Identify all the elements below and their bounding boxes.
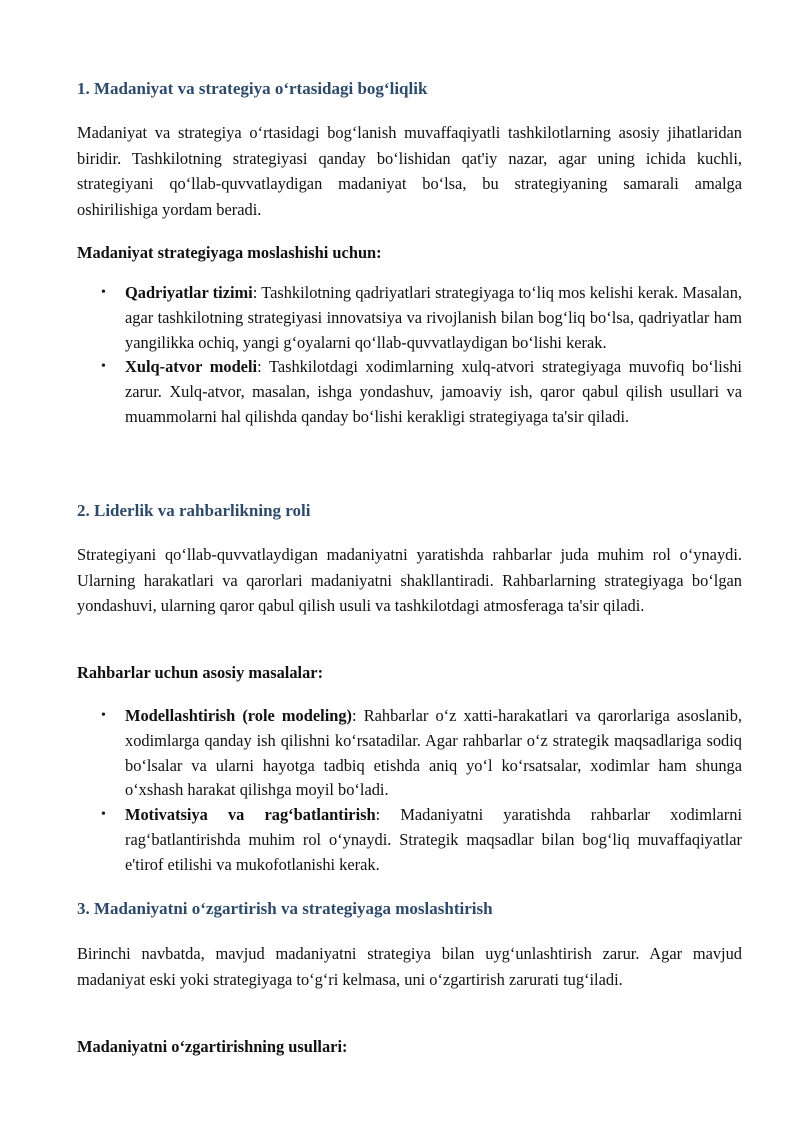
list-item <box>77 704 742 803</box>
bullet-icon: • <box>101 359 106 375</box>
section-3-subheading: Madaniyatni oʻzgartirishning usullari: <box>77 1037 348 1056</box>
section-1-paragraph: Madaniyat va strategiya oʻrtasidagi bogʻlanish muvaffaqiyatli tashkilotlarning asosiy jihatlaridan biridir. Tashkilotning strategiyasi qanday boʻlishidan qat'iy nazar, agar uning ichida kuchli, strategiyani qoʻllab-quvvatlaydigan madaniyat boʻlsa, bu strategiyaning samarali amalga oshirilishiga yordam beradi. <box>77 123 742 219</box>
section-2-heading: 2. Liderlik va rahbarlikning roli <box>77 501 311 520</box>
bullet-text: : Tashkilotning qadriyatlari strategiyaga toʻliq mos kelishi kerak. Masalan, agar tashkilotning strategiyasi innovatsiya va rivojlanish bilan bogʻliq boʻlsa, qadriyatlar ham yangilikka ochiq, yangi gʻoyalarni qoʻllab-quvvatlaydigan boʻlishi kerak. <box>125 283 742 352</box>
section-1-heading: 1. Madaniyat va strategiya oʻrtasidagi bogʻliqlik <box>77 79 428 98</box>
list-item <box>77 803 742 877</box>
section-3-heading: 3. Madaniyatni oʻzgartirish va strategiyaga moslashtirish <box>77 899 493 918</box>
bullet-icon: • <box>101 285 106 300</box>
bullet-term: Xulq-atvor modeli <box>125 357 258 377</box>
section-1-bullet-list <box>77 281 742 430</box>
section-3-paragraph: Birinchi navbatda, mavjud madaniyatni strategiya bilan uygʻunlashtirish zarur. Agar mavjud madaniyat eski yoki strategiyaga toʻgʻri kelmasa, uni oʻzgartirish zarurati tugʻiladi. <box>77 944 742 989</box>
bullet-term: Motivatsiya va ragʻbatlantirish <box>125 805 376 825</box>
bullet-icon: • <box>101 807 106 823</box>
bullet-text: : Rahbarlar oʻz xatti-harakatlari va qarorlariga asoslanib, xodimlarga qanday ish qilishni koʻrsatadilar. Agar rahbarlar oʻz strategik maqsadlariga sodiq boʻlsalar va ularni hayotga tadbiq etishda aniq yoʻl koʻrsatsalar, xodimlar ham shunga oʻxshash harakat qilishga moyil boʻladi. <box>125 706 743 800</box>
section-2-bullet-list <box>77 704 742 878</box>
section-1-subheading: Madaniyat strategiyaga moslashishi uchun: <box>77 243 382 262</box>
bullet-text: : Tashkilotdagi xodimlarning xulq-atvori strategiyaga muvofiq boʻlishi zarur. Xulq-atvor, masalan, ishga yondashuv, jamoaviy ish, qaror qabul qilish usullari va muammolarni hal qilishda qanday boʻlishi kerakligi strategiyaga ta'sir qiladi. <box>125 357 742 426</box>
list-item <box>77 355 742 429</box>
section-2-paragraph: Strategiyani qoʻllab-quvvatlaydigan madaniyatni yaratishda rahbarlar juda muhim rol oʻynaydi. Ularning harakatlari va qarorlari madaniyatni shakllantiradi. Rahbarlarning strategiyaga boʻlgan yondashuvi, ularning qaror qabul qilish usuli va tashkilotdagi atmosferaga ta'sir qiladi. <box>77 545 742 615</box>
bullet-term: Qadriyatlar tizimi <box>125 283 253 302</box>
section-2-subheading: Rahbarlar uchun asosiy masalalar: <box>77 663 324 682</box>
bullet-icon: • <box>101 708 106 723</box>
bullet-term: Modellashtirish (role modeling) <box>125 706 353 725</box>
list-item <box>77 281 742 355</box>
bullet-text: : Madaniyatni yaratishda rahbarlar xodimlarni ragʻbatlantirishda muhim rol oʻynaydi. Strategik maqsadlar bilan bogʻliq muvaffaqiyatlar e'tirof etilishi va mukofotlanishi kerak. <box>125 805 743 874</box>
